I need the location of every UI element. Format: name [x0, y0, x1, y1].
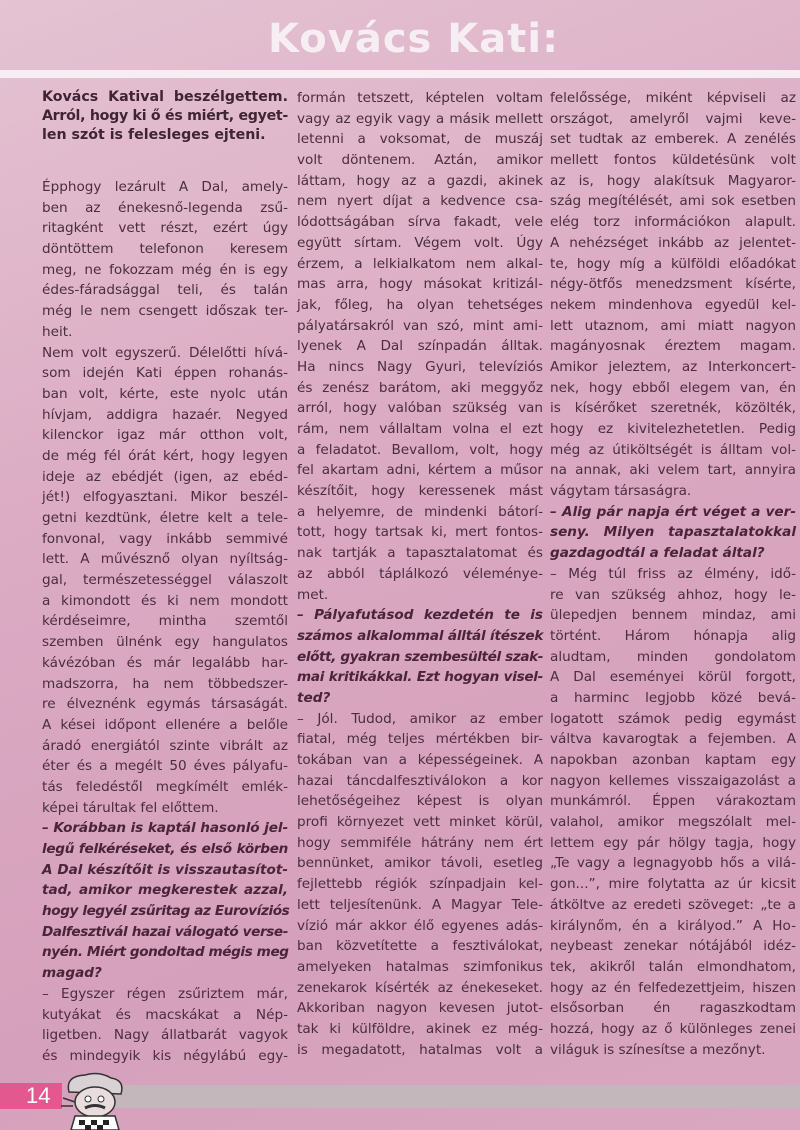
text-line: fonvonal, vagy inkább semmivé	[42, 530, 288, 547]
text-line: logatott számok pedig egymást	[550, 710, 796, 727]
text-line: fejlettebb régiók színpadjain kel-	[297, 876, 543, 893]
text-line: gon...”, mire folytatta az úr kicsit	[550, 876, 796, 893]
text-line: döntöttem telefonon keresem	[42, 241, 288, 258]
text-line: és mindegyik kis négylábú egy-	[42, 1047, 288, 1064]
text-line: re élveznénk egymás társaságát.	[42, 696, 288, 713]
text-line: hazai táncdalfesztiválokon a kor	[297, 772, 543, 789]
article-lead	[42, 88, 288, 145]
text-line: még az útiköltségét is álltam vol-	[550, 441, 796, 458]
text-line: A kései időpont ellenére a belőle	[42, 716, 288, 733]
text-line: vágytam társaságra.	[550, 483, 692, 500]
text-line: nem nyert díjat a kedvence csa-	[297, 193, 543, 210]
text-line: – Jól. Tudod, amikor az ember	[297, 710, 543, 727]
text-line: négy-ötfős menedzsment kísérte,	[550, 276, 796, 293]
text-line: érzem, a lelkialkatom nem alkal-	[297, 255, 543, 272]
text-line: lyenek A Dal színpadán álltak.	[297, 338, 543, 355]
text-line: nekem mindenhova egyedül kel-	[550, 296, 796, 313]
text-line: munkámról. Éppen várakoztam	[550, 793, 796, 810]
text-line: profi környezet vett minket körül,	[297, 814, 543, 831]
text-line: az abból táplálkozó véleménye-	[297, 565, 543, 582]
text-line: Dalfesztivál hazai válogató verse-	[42, 923, 288, 940]
text-line: getni kezdtünk, életre kelt a tele-	[42, 510, 288, 526]
text-line: jét!) elfogyasztani. Mikor beszél-	[42, 489, 288, 506]
text-line: gal, természetességgel válaszolt	[42, 572, 288, 589]
text-line: láttam, hogy az a gazdi, akinek	[297, 172, 543, 189]
text-line: – Korábban is kaptál hasonló jel-	[42, 820, 288, 837]
text-line: felelőssége, miként képviseli az	[550, 90, 796, 106]
text-line: hozzá, hogy az ő különleges zenei	[550, 1020, 796, 1037]
text-line: nak tartják a tapasztalatomat és	[297, 545, 543, 562]
text-line: – Egyszer régen zsűriztem már,	[42, 985, 288, 1002]
text-line: még le nem csengett időszak ter-	[42, 303, 288, 320]
text-line: ülepedjen bennem mindaz, ami	[550, 607, 796, 624]
text-line: Arról, hogy ki ő és miért, egyet-	[42, 108, 288, 124]
text-line: mellett fontos küldetésünk volt	[550, 152, 796, 169]
text-line: set tudtak az emberek. A zenélés	[550, 131, 796, 148]
text-line: – Alig pár napja ért véget a ver-	[550, 503, 796, 520]
text-line: áradó energiától szinte vibrált az	[42, 737, 288, 754]
text-line: re van szükség ahhoz, hogy le-	[550, 586, 796, 603]
text-line: heit.	[42, 323, 73, 340]
text-line: ligetben. Nagy állatbarát vagyok	[42, 1027, 288, 1044]
text-line: tek, akikről talán elmondhatom,	[550, 958, 796, 975]
text-line: képei tárultak fel előttem.	[42, 799, 219, 816]
text-line: napokban azonban kaptam egy	[550, 752, 796, 768]
text-line: kávézóban és már legalább har-	[42, 654, 288, 671]
text-line: Nem volt egyszerű. Délelőtti hívá-	[42, 344, 288, 361]
text-line: jak, főleg, ha olyan tehetséges	[297, 296, 543, 313]
text-line: valahol, amikor megszólalt mel-	[550, 814, 796, 831]
text-line: kérdéseimre, mintha szemtől	[42, 613, 288, 630]
text-line: formán tetszett, képtelen voltam	[297, 90, 543, 106]
text-line: aludtam, minden gondolatom	[550, 648, 796, 665]
text-line: lett teljesítenünk. A Magyar Tele-	[297, 896, 543, 913]
text-line: – Pályafutásod kezdetén te is	[297, 607, 543, 624]
text-line: ban közvetítette a fesztiválokat,	[297, 938, 543, 955]
text-line: váltva kavarogtak a fejemben. A	[550, 731, 796, 748]
text-line: éter és a megélt 50 éves pályafu-	[42, 758, 288, 775]
text-line: madszorra, ha nem többedszer-	[42, 675, 288, 692]
text-line: zenekarok kísérték az énekeseket.	[297, 979, 543, 996]
text-line: tak ki külföldre, akinek ez még-	[297, 1020, 543, 1037]
text-line: „Te vagy a legnagyobb hős a vilá-	[550, 855, 796, 872]
text-line: édes-fáradsággal teli, és talán	[42, 282, 288, 299]
text-line: kutyákat és macskákat a Nép-	[42, 1006, 288, 1023]
text-line: szág megítélését, ami sok esetben	[550, 193, 796, 210]
text-line: készítőit, hogy keressenek mást	[297, 483, 543, 500]
text-line: számos alkalommal álltál ítészek	[297, 627, 544, 644]
interview-question	[42, 818, 288, 984]
text-line: som idején Kati éppen rohanás-	[42, 365, 288, 382]
text-line: A nehézséget inkább az jelentet-	[550, 234, 796, 251]
text-line: hívjam, addigra hazaér. Negyed	[42, 406, 288, 423]
text-line: legű felkéréseket, és első körben	[42, 841, 288, 857]
text-line: Akkoriban nagyon kevesen jutot-	[297, 1000, 543, 1017]
text-line: Ha nincs Nagy Gyuri, televíziós	[297, 358, 543, 375]
text-line: ideje az ebédjét (igen, az ebéd-	[42, 468, 288, 485]
text-line: ritagként vett részt, ezért úgy	[42, 220, 288, 237]
text-line: átköltve az eredeti szöveget: „te a	[550, 896, 796, 913]
text-line: hogy semmiféle hátrány nem ért	[297, 834, 543, 851]
text-line: elég torz információkon alapult.	[550, 214, 796, 231]
text-line: elsősorban én ragaszkodtam	[550, 1000, 796, 1017]
text-line: te, hogy míg a külföldi előadókat	[550, 255, 796, 272]
paragraph	[42, 984, 288, 1067]
paragraph	[297, 88, 543, 605]
paragraph	[550, 88, 796, 502]
text-line: fiatal, még teljes mértékben bir-	[297, 731, 543, 748]
text-line: mai kritikákkal. Ezt hogyan visel-	[297, 669, 543, 686]
text-line: letenni a voksomat, de muszáj	[297, 131, 543, 148]
text-line: volt döntenem. Aztán, amikor	[297, 152, 543, 169]
text-line: is megadatott, hatalmas volt a	[297, 1041, 543, 1058]
text-line: arról, hogy valóban szükség van	[297, 400, 543, 417]
paragraph	[297, 709, 543, 1061]
text-line: együtt sírtam. Végem volt. Úgy	[297, 234, 543, 251]
text-line: hogy az én felfedezettjeim, hiszen	[550, 979, 796, 996]
text-line: meg, ne fokozzam még én is egy	[42, 261, 288, 278]
text-line: tott, hogy tartsak ki, mert fontos-	[297, 524, 543, 541]
text-line: lódottságában sírva fakadt, vele	[297, 214, 543, 231]
paragraph	[42, 177, 288, 343]
article-column-1	[42, 88, 288, 1067]
text-line: országot, amelyről vajmi keve-	[550, 110, 796, 127]
text-line: – Még túl friss az élmény, idő-	[550, 565, 796, 582]
text-line: seny. Milyen tapasztalatokkal	[550, 524, 796, 541]
page-number: 14	[0, 1083, 62, 1109]
text-line: amelyeken hatalmas szimfonikus	[297, 958, 543, 975]
text-line: a helyemre, de mindenki bátorí-	[297, 503, 543, 520]
text-line: mas arra, hogy másokat kritizál-	[297, 276, 543, 293]
text-line: világuk is színesítse a mezőnyt.	[550, 1041, 766, 1058]
text-line: lettem egy pár hölgy tagja, hogy	[550, 834, 796, 851]
text-line: tás feledéstől megkímélt emlék-	[42, 778, 288, 795]
text-line: lett. A művésznő olyan nyíltság-	[42, 551, 288, 568]
text-line: tad, amikor megkerestek azzal,	[42, 882, 288, 899]
text-line: előtt, gyakran szembesültél szak-	[297, 648, 543, 665]
text-line: is kísérőket szeretnék, közölték,	[550, 400, 796, 417]
text-line: a harminc legjobb közé bevá-	[550, 689, 796, 706]
text-line: neybeast zenekar nótájából idéz-	[550, 938, 796, 955]
article-column-3	[550, 88, 796, 1060]
text-line: fel akartam adni, kértem a műsor	[297, 462, 543, 479]
text-line: rám, nem vállaltam volna el ezt	[297, 421, 543, 437]
text-line: a feladatot. Bevallom, volt, hogy	[297, 441, 543, 458]
text-line: szemben ülnénk egy hangulatos	[42, 634, 288, 651]
text-line: vagy az egyik vagy a másik mellett	[297, 110, 543, 127]
text-line: királynőm, én a királyod.” A Ho-	[550, 917, 796, 934]
cartoon-mascot-icon	[55, 1072, 135, 1130]
text-line: nyén. Miért gondoltad mégis meg	[42, 944, 289, 961]
text-line: magad?	[42, 965, 102, 982]
text-line: A Dal eseményei körül forgott,	[550, 669, 796, 686]
text-line: ted?	[297, 689, 331, 706]
text-line: gazdagodtál a feladat által?	[550, 545, 765, 562]
text-line: A Dal készítőit is visszautasítot-	[42, 861, 288, 878]
text-line: Épphogy lezárult A Dal, amely-	[42, 179, 288, 195]
text-line: az is, hogy alakítsuk Magyaror-	[550, 172, 796, 189]
text-line: pályatársakról van szó, mint ami-	[297, 317, 543, 334]
article-column-2	[297, 88, 543, 1060]
text-line: hogy legyél zsűritag az Eurovíziós	[42, 903, 290, 920]
text-line: ben az énekesnő-legenda zsű-	[42, 199, 288, 216]
text-line: len szót is felesleges ejteni.	[42, 127, 266, 143]
paragraph	[42, 343, 288, 819]
footer-bar	[110, 1085, 800, 1108]
text-line: ban volt, kérte, este nyolc után	[42, 385, 288, 402]
text-line: de még fél órát kért, hogy legyen	[42, 447, 288, 464]
text-line: met.	[297, 586, 329, 603]
interview-question	[297, 605, 543, 708]
title-divider	[0, 70, 800, 78]
text-line: és zenész barátom, aki meggyőz	[297, 379, 543, 396]
text-line: magányosnak éreztem magam.	[550, 338, 796, 355]
text-line: na annak, aki velem tart, annyira	[550, 462, 796, 479]
text-line: nagyon kellemes visszaigazolást a	[550, 772, 796, 789]
text-line: vízió már akkor élő egyenes adás-	[297, 917, 543, 934]
text-line: Kovács Katival beszélgettem.	[42, 89, 288, 105]
text-line: hogy ez kivitelezhetetlen. Pedig	[550, 421, 796, 437]
text-line: nek, hogy ebből elegem van, én	[550, 379, 796, 396]
text-line: tokában van a képességeinek. A	[297, 752, 543, 768]
text-line: kilenckor igaz már otthon volt,	[42, 427, 288, 444]
text-line: lehetőségeihez képest is olyan	[297, 793, 543, 810]
paragraph	[550, 564, 796, 1061]
text-line: lett utaznom, ami miatt nagyon	[550, 317, 796, 334]
page-title: Kovács Kati:	[268, 16, 560, 62]
text-line: bennünket, amikor távoli, esetleg	[297, 855, 543, 872]
text-line: a kimondott és ki nem mondott	[42, 592, 288, 609]
text-line: Amikor jeleztem, az Interkoncert-	[550, 358, 796, 375]
interview-question	[550, 502, 796, 564]
text-line: történt. Három hónapja alig	[550, 627, 796, 644]
